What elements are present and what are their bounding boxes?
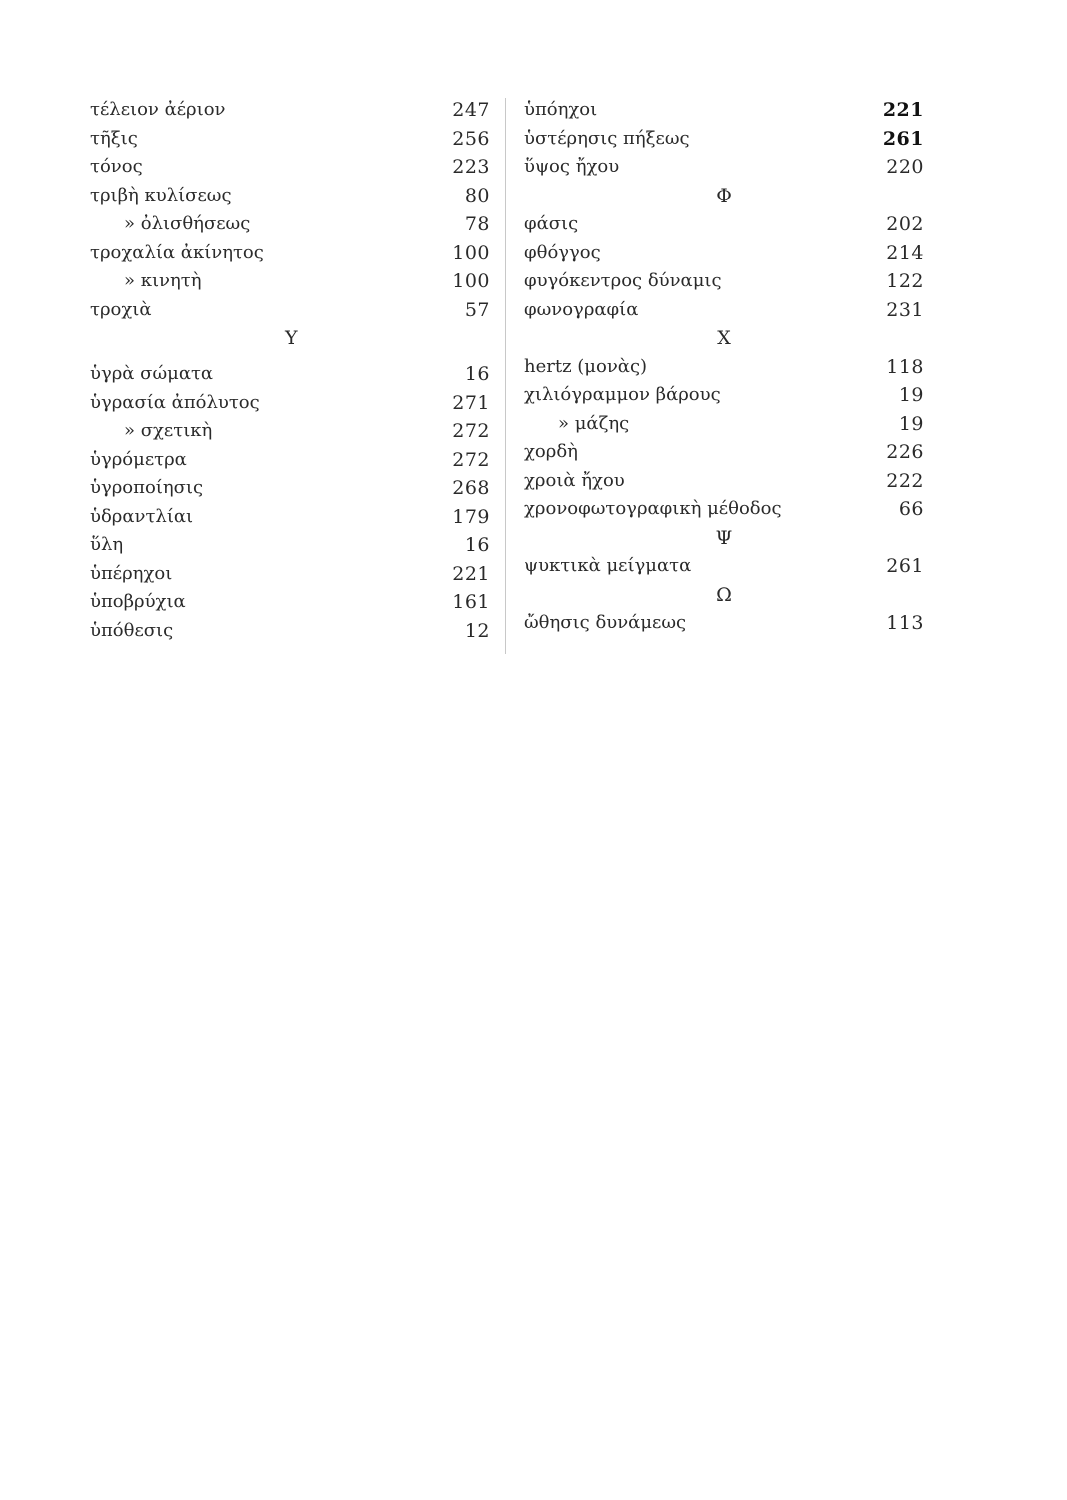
page-number: 222: [886, 469, 924, 492]
page-number: 100: [452, 241, 490, 264]
section-letter-heading: [524, 182, 924, 211]
section-letter: Φ: [716, 184, 732, 207]
page-number: 261: [886, 555, 924, 577]
page-number: 247: [452, 99, 490, 121]
section-letter-heading: [524, 581, 924, 610]
index-entry: [90, 446, 490, 475]
index-entry: [524, 296, 924, 325]
index-term: ὑποβρύχια: [90, 591, 186, 612]
index-entry: [524, 495, 924, 524]
index-term: χροιὰ ἤχου: [524, 469, 625, 491]
index-entry: [524, 467, 924, 496]
page-number: 272: [452, 420, 490, 442]
index-term: hertz (μονὰς): [524, 355, 648, 377]
page-number: 113: [886, 612, 924, 634]
index-entry: [524, 381, 924, 410]
page-number: 220: [886, 156, 924, 178]
index-term: τόνος: [90, 156, 143, 177]
page-number: 16: [464, 534, 490, 556]
page-number: 221: [882, 99, 924, 121]
index-entry: [524, 552, 924, 581]
index-column-left: [90, 96, 490, 645]
index-entry: [90, 617, 490, 646]
index-term: τροχιὰ: [90, 298, 152, 320]
index-entry: [524, 410, 924, 439]
index-entry: [524, 210, 924, 239]
index-entry: [90, 588, 490, 617]
index-entry: [90, 182, 490, 211]
index-term: φυγόκεντρος δύναμις: [524, 270, 722, 291]
index-term: ὑγρὰ σώματα: [90, 363, 214, 384]
page-number: 226: [886, 441, 924, 463]
index-entry: [90, 417, 490, 446]
page-number: 78: [464, 213, 490, 235]
index-entry: [90, 125, 490, 154]
index-term: ψυκτικὰ μείγματα: [524, 555, 692, 576]
index-term: ὑδραντλίαι: [90, 505, 194, 527]
index-entry: [90, 296, 490, 325]
index-entry: [90, 153, 490, 182]
column-divider: [505, 98, 506, 654]
index-entry: [524, 267, 924, 296]
page-number: 19: [898, 384, 924, 406]
page-number: 231: [886, 298, 924, 321]
page-number: 272: [452, 448, 490, 471]
index-term: τριβὴ κυλίσεως: [90, 184, 232, 206]
index-term: χρονοφωτογραφικὴ μέθοδος: [524, 498, 782, 519]
index-term: φωνογραφία: [524, 298, 639, 320]
index-term: ὑπέρηχοι: [90, 562, 173, 584]
index-term: τροχαλία ἀκίνητος: [90, 241, 264, 263]
index-entry: [90, 360, 490, 389]
index-entry: [90, 474, 490, 503]
index-term: φάσις: [524, 213, 579, 234]
index-term: χορδὴ: [524, 441, 578, 462]
section-letter-heading: [524, 324, 924, 353]
index-term: ὑπόθεσις: [90, 619, 174, 641]
index-term: ὑγρόμετρα: [90, 448, 187, 470]
page-number: 66: [898, 498, 924, 520]
page-number: 16: [464, 363, 490, 385]
index-entry: [90, 389, 490, 418]
index-term: » κινητὴ: [124, 270, 202, 291]
page-number: 261: [882, 127, 924, 150]
index-term: χιλιόγραμμον βάρους: [524, 384, 721, 405]
index-term: ὑπόηχοι: [524, 99, 598, 120]
page-number: 256: [452, 127, 490, 150]
page-number: 80: [464, 184, 490, 207]
index-entry: [524, 353, 924, 382]
index-entry: [524, 239, 924, 268]
section-letter-heading: [90, 324, 490, 360]
section-letter: Ψ: [715, 526, 733, 549]
page-number: 100: [452, 270, 490, 292]
page-number: 221: [452, 562, 490, 585]
index-term: τῆξις: [90, 127, 138, 149]
index-term: ὕψος ἤχου: [524, 156, 620, 177]
index-term: τέλειον ἀέριον: [90, 99, 226, 120]
page-number: 118: [886, 355, 924, 378]
index-entry: [90, 96, 490, 125]
index-entry: [90, 531, 490, 560]
index-term: ὑγροποίησις: [90, 477, 204, 498]
index-entry: [90, 239, 490, 268]
index-term: φθόγγος: [524, 241, 601, 263]
index-term: ὑγρασία ἀπόλυτος: [90, 391, 260, 413]
page-number: 223: [452, 156, 490, 178]
page-number: 271: [452, 391, 490, 414]
section-letter-heading: [524, 524, 924, 553]
page-number: 19: [898, 412, 924, 435]
page-number: 12: [464, 619, 490, 642]
index-term: ὤθησις δυνάμεως: [524, 612, 687, 633]
index-entry: [524, 125, 924, 154]
index-entry: [90, 267, 490, 296]
page-number: 57: [464, 298, 490, 321]
section-letter: Χ: [717, 327, 731, 349]
index-entry: [524, 96, 924, 125]
index-entry: [524, 609, 924, 638]
index-entry: [90, 210, 490, 239]
page-number: 161: [452, 591, 490, 613]
section-letter: Υ: [285, 327, 298, 349]
section-letter: Ω: [716, 583, 732, 606]
page-number: 122: [886, 270, 924, 292]
index-entry: [524, 438, 924, 467]
index-column-right: [524, 96, 924, 638]
index-term: ὑστέρησις πήξεως: [524, 127, 690, 149]
index-term: ὕλη: [90, 534, 124, 555]
index-term: » μάζης: [558, 412, 630, 434]
index-entry: [524, 153, 924, 182]
index-term: » ὀλισθήσεως: [124, 213, 251, 234]
page-number: 214: [886, 241, 924, 264]
page-number: 202: [886, 213, 924, 235]
index-term: » σχετικὴ: [124, 420, 213, 441]
page-number: 179: [452, 505, 490, 528]
page-number: 268: [452, 477, 490, 499]
index-entry: [90, 503, 490, 532]
index-entry: [90, 560, 490, 589]
